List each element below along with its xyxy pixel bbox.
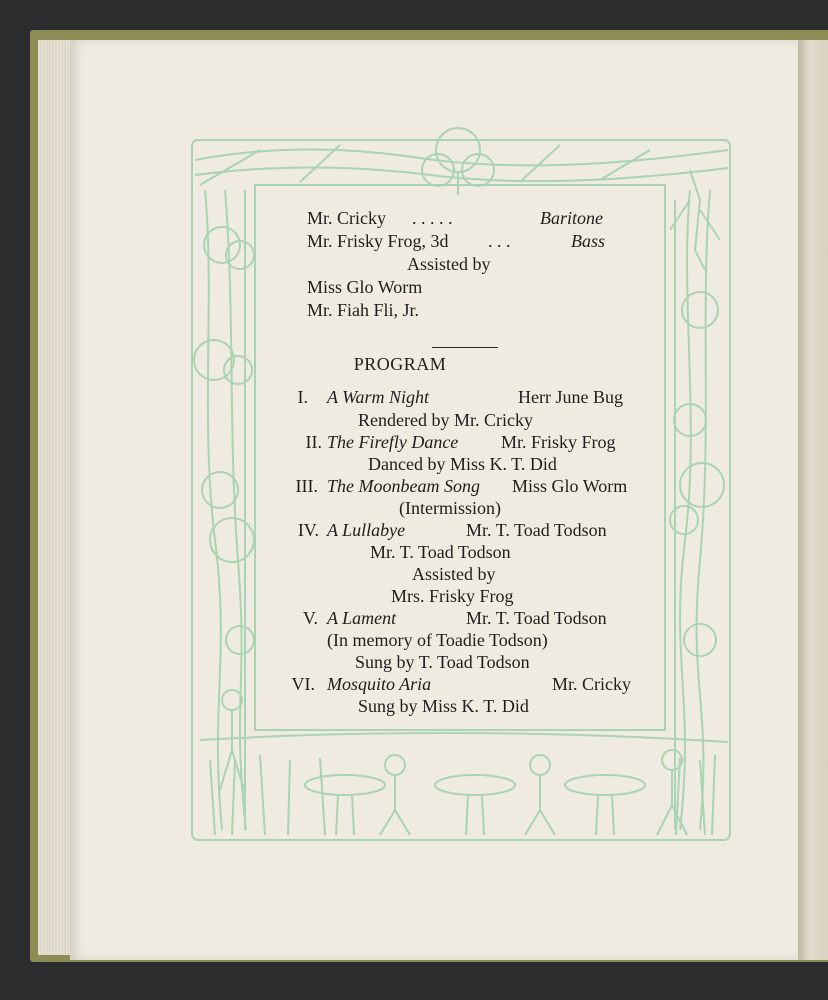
cast-dots: . . . . . — [412, 208, 453, 228]
item-note: (In memory of Toadie Todson) — [327, 630, 548, 650]
item-note: Assisted by — [412, 564, 496, 584]
item-note: Sung by T. Toad Todson — [355, 652, 530, 672]
item-number: II. — [305, 432, 322, 452]
item-title: Mosquito Aria — [327, 674, 432, 694]
item-title: The Firefly Dance — [327, 432, 459, 452]
assistant-name: Mr. Fiah Fli, Jr. — [307, 300, 420, 320]
item-performer: Mr. T. Toad Todson — [466, 520, 607, 540]
cast-dots: . . . — [488, 231, 511, 251]
item-number: IV. — [297, 520, 319, 540]
item-note: Danced by Miss K. T. Did — [368, 454, 557, 474]
assistant-name: Miss Glo Worm — [307, 277, 423, 297]
item-title: The Moonbeam Song — [327, 476, 480, 496]
item-performer: Herr June Bug — [518, 387, 623, 407]
item-performer: Mr. Cricky — [552, 674, 631, 694]
item-number: VI. — [291, 674, 315, 694]
divider-rule — [432, 347, 498, 348]
item-title: A Lullabye — [327, 520, 406, 540]
cast-role: Baritone — [540, 208, 603, 228]
item-number: III. — [295, 476, 318, 496]
cast-name: Mr. Cricky — [307, 208, 386, 228]
item-performer: Mr. T. Toad Todson — [466, 608, 607, 628]
item-note: (Intermission) — [399, 498, 501, 518]
item-title: A Warm Night — [327, 387, 430, 407]
item-note: Sung by Miss K. T. Did — [358, 696, 529, 716]
item-title: A Lament — [327, 608, 397, 628]
item-number: V. — [302, 608, 318, 628]
program-title: PROGRAM — [353, 354, 447, 374]
cast-role: Bass — [571, 231, 606, 251]
cast-name: Mr. Frisky Frog, 3d — [307, 231, 449, 251]
item-number: I. — [297, 387, 308, 407]
item-performer: Miss Glo Worm — [512, 476, 628, 496]
item-performer: Mr. Frisky Frog — [501, 432, 616, 452]
item-note: Mr. T. Toad Todson — [370, 542, 511, 562]
item-note: Rendered by Mr. Cricky — [358, 410, 533, 430]
item-note: Mrs. Frisky Frog — [391, 586, 514, 606]
assisted-by-label: Assisted by — [407, 254, 491, 274]
